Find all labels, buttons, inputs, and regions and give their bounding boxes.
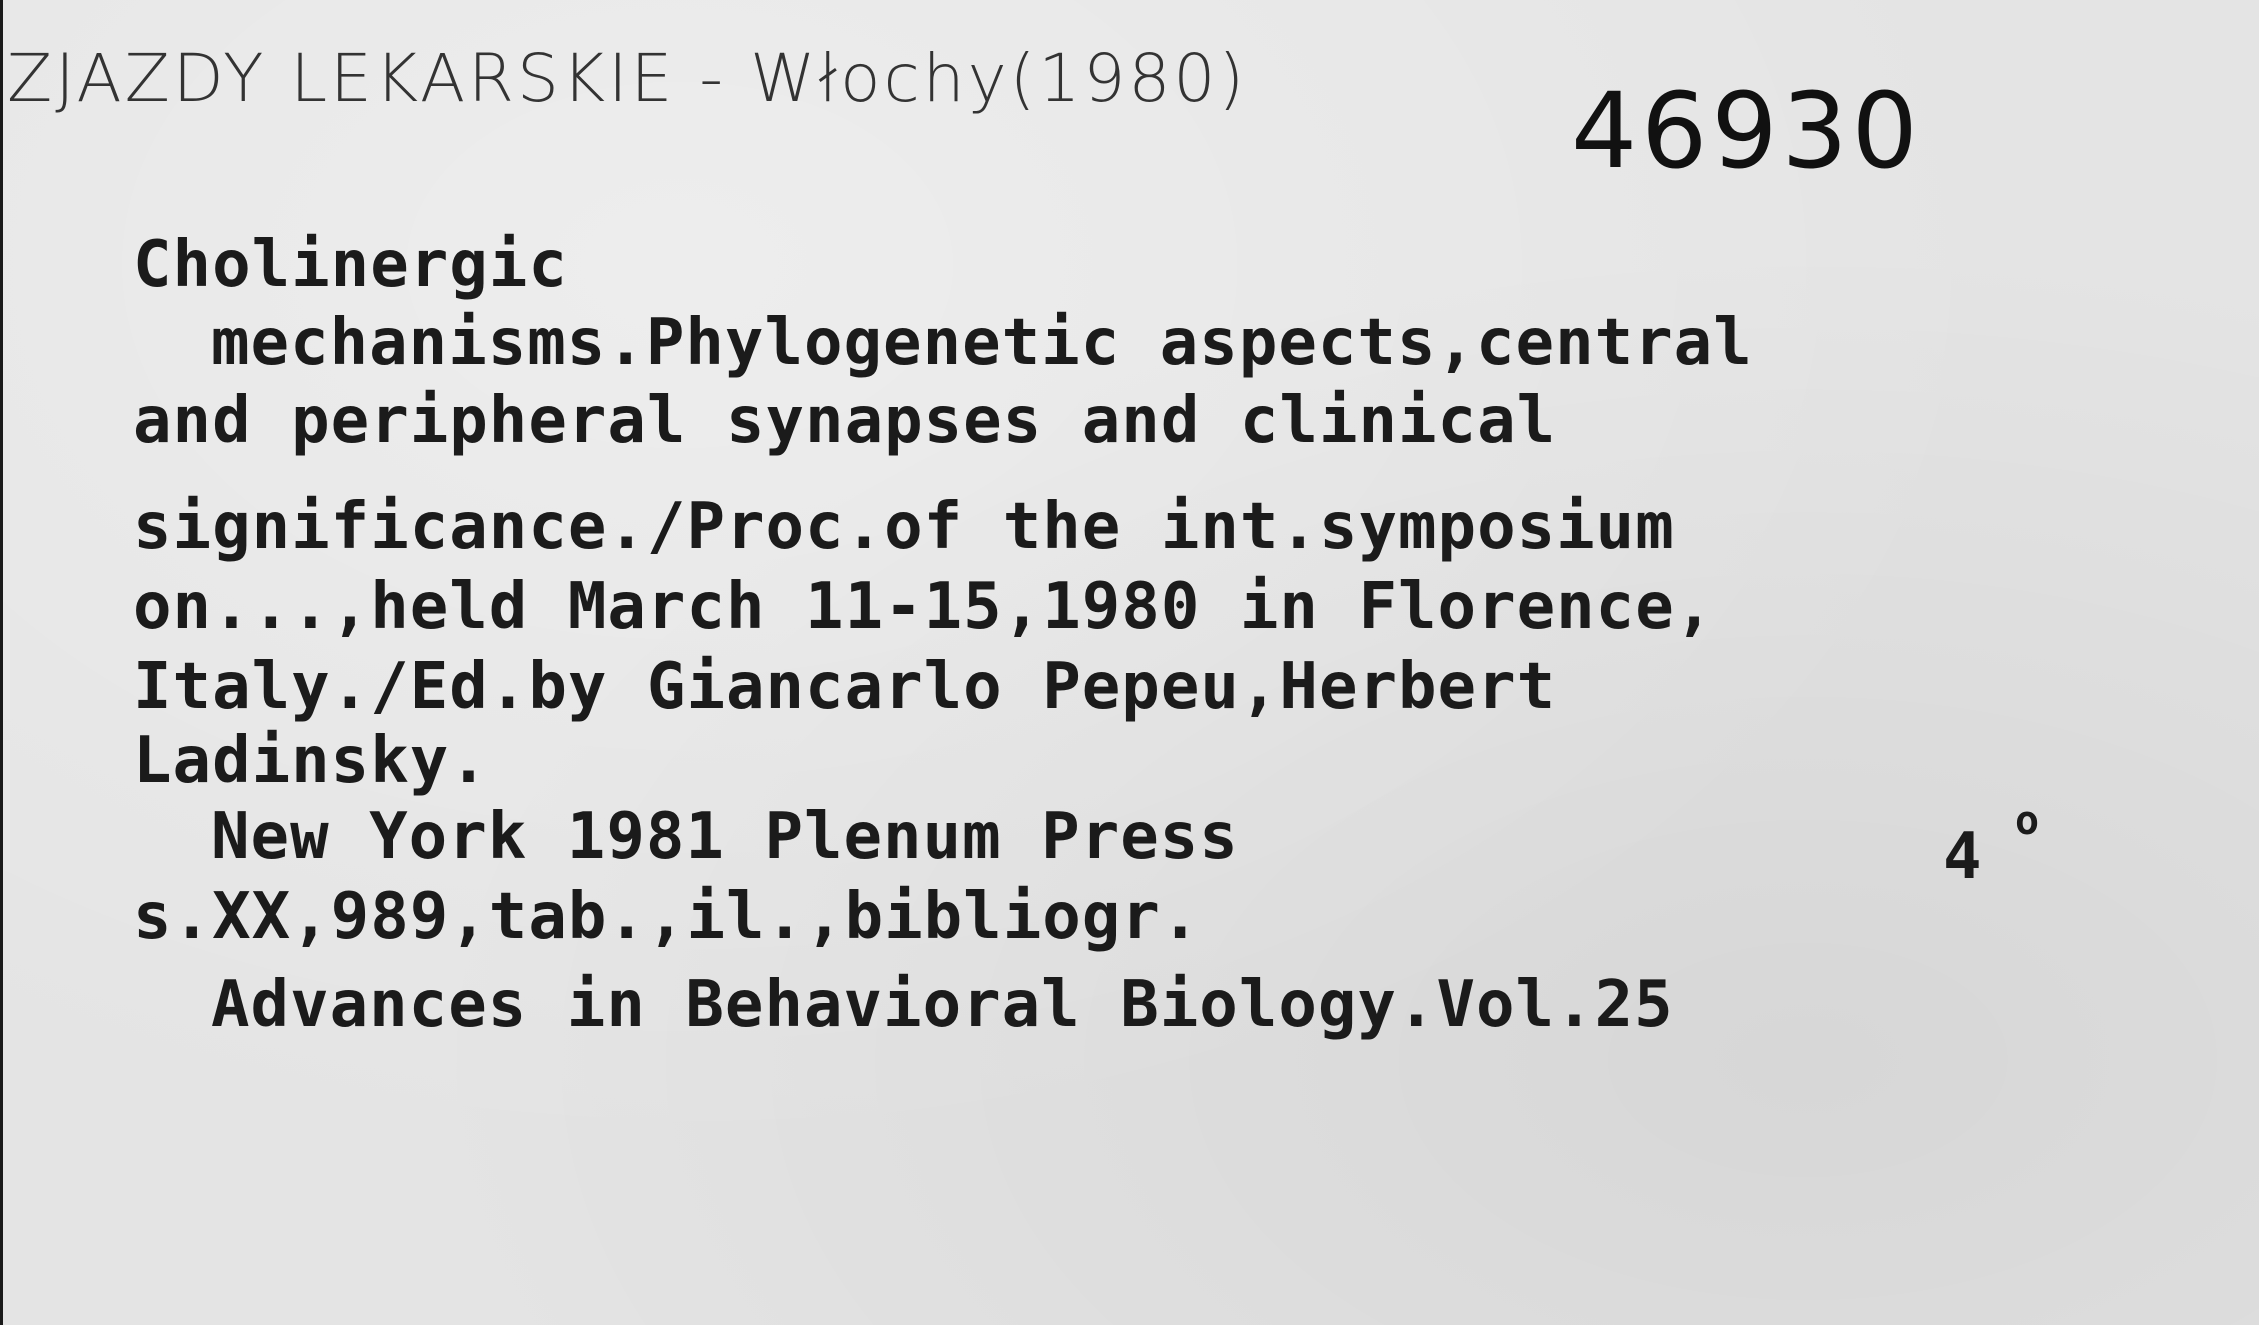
subject-heading: ZJAZDY LEKARSKIE - Włochy(1980) (7, 40, 1248, 117)
imprint-line: New York 1981 Plenum Press (211, 800, 1239, 874)
title-line-4: significance./Proc.of the int.symposium (133, 490, 1675, 564)
format-degree: o (2015, 798, 2040, 844)
title-line-2: mechanisms.Phylogenetic aspects,central (211, 306, 1753, 380)
call-number: 46930 (1571, 70, 1922, 192)
series-line: Advances in Behavioral Biology.Vol.25 (211, 968, 1674, 1042)
title-line-1: Cholinergic (133, 228, 568, 302)
title-line-6: Italy./Ed.by Giancarlo Pepeu,Herbert (133, 650, 1557, 724)
format-size: 4 (1943, 820, 1983, 894)
title-line-5: on...,held March 11-15,1980 in Florence, (133, 570, 1715, 644)
collation-line: s.XX,989,tab.,il.,bibliogr. (133, 880, 1201, 954)
title-line-7: Ladinsky. (133, 724, 489, 798)
title-line-3: and peripheral synapses and clinical (133, 384, 1557, 458)
